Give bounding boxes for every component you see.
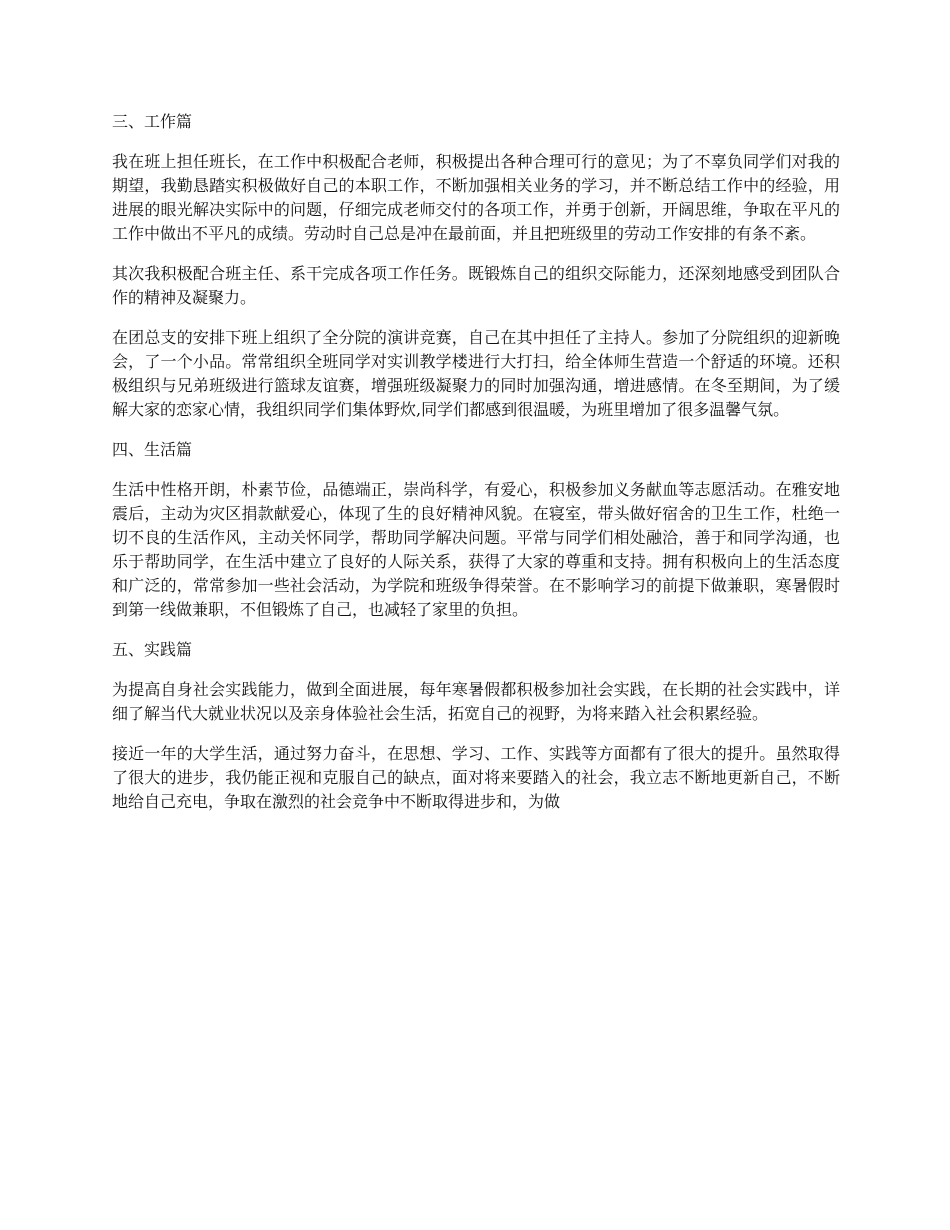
paragraph: 生活中性格开朗，朴素节俭，品德端正，崇尚科学，有爱心，积极参加义务献血等志愿活动。在雅安地震后，主动为灾区捐款献爱心，体现了生的良好精神风貌。在寝室，带头做好宿舍的卫生工作，杜绝一切不良的生活作风，主动关怀同学，帮助同学解决问题。平常与同学们相处融洽，善于和同学沟通，也乐于帮助同学，在生活中建立了良好的人际关系，获得了大家的尊重和支持。拥有积极向上的生活态度和广泛的，常常参加一些社会活动，为学院和班级争得荣誉。在不影响学习的前提下做兼职，寒暑假时到第一线做兼职，不但锻炼了自己，也减轻了家里的负担。: [112, 480, 840, 619]
section-practice: [112, 638, 840, 814]
section-heading: 三、工作篇: [112, 112, 193, 131]
document-page: [112, 110, 840, 830]
paragraph: 其次我积极配合班主任、系干完成各项工作任务。既锻炼自己的组织交际能力，还深刻地感受到团队合作的精神及凝聚力。: [112, 264, 840, 307]
section-heading: 四、生活篇: [112, 440, 193, 459]
paragraph: 我在班上担任班长，在工作中积极配合老师，积极提出各种合理可行的意见；为了不辜负同学们对我的期望，我勤恳踏实积极做好自己的本职工作，不断加强相关业务的学习，并不断总结工作中的经验，用进展的眼光解决实际中的问题，仔细完成老师交付的各项工作，并勇于创新，开阔思维，争取在平凡的工作中做出不平凡的成绩。劳动时自己总是冲在最前面，并且把班级里的劳动工作安排的有条不紊。: [112, 152, 840, 243]
section-heading: 五、实践篇: [112, 640, 193, 659]
paragraph: 接近一年的大学生活，通过努力奋斗，在思想、学习、工作、实践等方面都有了很大的提升。虽然取得了很大的进步，我仍能正视和克服自己的缺点，面对将来要踏入的社会，我立志不断地更新自己，不断地给自己充电，争取在激烈的社会竞争中不断取得进步和，为做: [112, 744, 840, 811]
section-life: [112, 438, 840, 622]
section-work: [112, 110, 840, 422]
paragraph: 为提高自身社会实践能力，做到全面进展，每年寒暑假都积极参加社会实践，在长期的社会实践中，详细了解当代大就业状况以及亲身体验社会生活，拓宽自己的视野，为将来踏入社会积累经验。: [112, 680, 840, 723]
paragraph: 在团总支的安排下班上组织了全分院的演讲竞赛，自己在其中担任了主持人。参加了分院组织的迎新晚会，了一个小品。常常组织全班同学对实训教学楼进行大打扫，给全体师生营造一个舒适的环境。还积极组织与兄弟班级进行篮球友谊赛，增强班级凝聚力的同时加强沟通，增进感情。在冬至期间，为了缓解大家的恋家心情，我组织同学们集体野炊,同学们都感到很温暖，为班里增加了很多温馨气氛。: [112, 328, 840, 419]
